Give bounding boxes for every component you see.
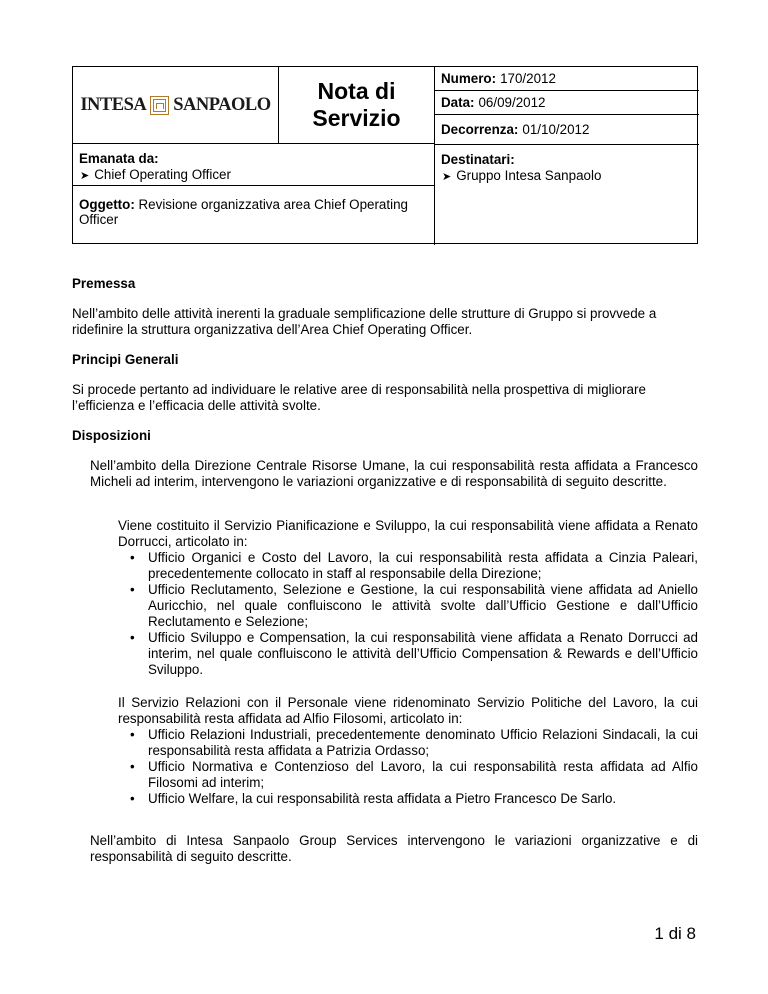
arrow-bullet-icon: ➤	[80, 170, 90, 182]
servizio-pianificazione-list	[126, 550, 698, 678]
intesa-sanpaolo-logo	[80, 95, 270, 116]
emanata-value: Chief Operating Officer	[94, 167, 231, 182]
oggetto-label: Oggetto:	[79, 197, 135, 212]
destinatari-label: Destinatari:	[441, 152, 515, 167]
data-field	[435, 91, 699, 115]
title-line-1: Nota di	[317, 78, 396, 104]
servizio-pianificazione-paragraph: Viene costituito il Servizio Pianificazione e Sviluppo, la cui responsabilità viene affidata a Renato Dorrucci, articolato in:	[118, 518, 698, 549]
group-services-paragraph: Nell’ambito di Intesa Sanpaolo Group Services intervengono le variazioni organizzative e di responsabilità di seguito descritte.	[90, 833, 698, 864]
logo-cell	[73, 67, 279, 144]
list-item: • Ufficio Organici e Costo del Lavoro, la cui responsabilità resta affidata a Cinzia Paleari, precedentemente collocato in staff al responsabile della Direzione;	[126, 550, 698, 582]
principi-heading: Principi Generali	[72, 352, 179, 367]
numero-field	[435, 67, 699, 91]
premessa-paragraph: Nell’ambito delle attività inerenti la graduale semplificazione delle strutture di Gruppo si provvede a ridefinire la struttura organizzativa dell’Area Chief Operating Officer.	[72, 306, 657, 337]
logo-mark-icon	[150, 96, 169, 115]
emanata-label: Emanata da:	[79, 151, 159, 166]
list-item: • Ufficio Reclutamento, Selezione e Gestione, la cui responsabilità viene affidata ad Aniello Auricchio, nel quale confluiscono le attività svolte dall’Ufficio Gestione e dall’Ufficio Reclutamento e Selezione;	[126, 582, 698, 630]
decorrenza-value: 01/10/2012	[522, 122, 590, 137]
logo-text-left: INTESA	[80, 94, 147, 115]
title-line-2: Servizio	[312, 105, 401, 131]
document-title	[279, 67, 435, 144]
servizio-politiche-list	[126, 727, 698, 807]
list-item: • Ufficio Sviluppo e Compensation, la cui responsabilità viene affidata a Renato Dorrucci ad interim, nel quale confluiscono le attività dell’Ufficio Compensation & Rewards e dell’Ufficio Sviluppo.	[126, 630, 698, 678]
emanata-field	[73, 144, 435, 186]
oggetto-field	[73, 186, 435, 245]
logo-text-right: SANPAOLO	[173, 94, 271, 115]
list-item: • Ufficio Relazioni Industriali, precedentemente denominato Ufficio Relazioni Sindacali, la cui responsabilità resta affidata a Patrizia Ordasso;	[126, 727, 698, 759]
principi-paragraph: Si procede pertanto ad individuare le relative aree di responsabilità nella prospettiva di migliorare l’efficienza e l’efficacia delle attività svolte.	[72, 382, 646, 413]
list-item: • Ufficio Normativa e Contenzioso del Lavoro, la cui responsabilità resta affidata ad Alfio Filosomi ad interim;	[126, 759, 698, 791]
disposizioni-intro: Nell’ambito della Direzione Centrale Risorse Umane, la cui responsabilità resta affidata a Francesco Micheli ad interim, intervengono le variazioni organizzative e di responsabilità di seguito descritte.	[90, 458, 698, 489]
destinatari-value: Gruppo Intesa Sanpaolo	[456, 168, 602, 183]
destinatari-field	[435, 144, 699, 245]
oggetto-value: Revisione organizzativa area Chief Operating Officer	[79, 197, 408, 227]
decorrenza-field	[435, 115, 699, 144]
servizio-politiche-paragraph: Il Servizio Relazioni con il Personale viene ridenominato Servizio Politiche del Lavoro, la cui responsabilità resta affidata ad Alfio Filosomi, articolato in:	[118, 695, 698, 726]
numero-value: 170/2012	[500, 71, 556, 86]
arrow-bullet-icon: ➤	[442, 171, 452, 183]
disposizioni-heading: Disposizioni	[72, 428, 151, 443]
numero-label: Numero:	[441, 71, 497, 86]
decorrenza-label: Decorrenza:	[441, 122, 519, 137]
data-label: Data:	[441, 95, 475, 110]
header-table	[72, 66, 698, 244]
premessa-heading: Premessa	[72, 276, 136, 291]
page-number: 1 di 8	[654, 924, 696, 943]
data-value: 06/09/2012	[478, 95, 546, 110]
list-item: • Ufficio Welfare, la cui responsabilità resta affidata a Pietro Francesco De Sarlo.	[126, 791, 698, 807]
